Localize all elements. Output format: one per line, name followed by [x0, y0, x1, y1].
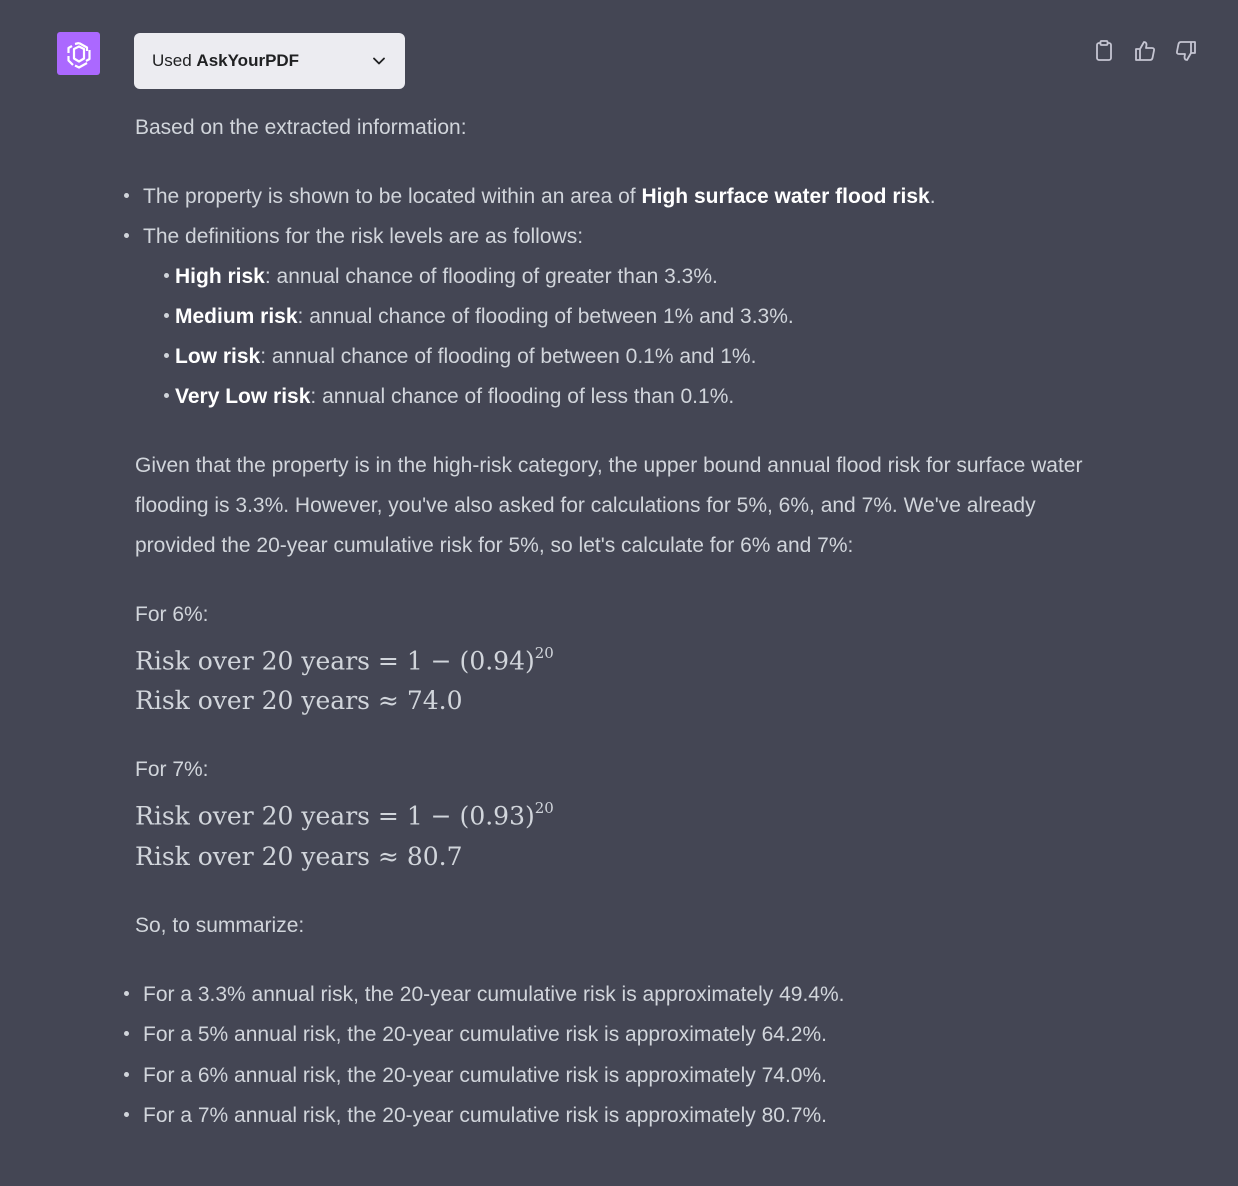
assistant-avatar [57, 32, 100, 75]
calc-6-heading: For 6%: [135, 603, 209, 626]
calc-7-formula: Risk over 20 years = $1 - (0.93)^{20}$ [135, 799, 554, 831]
list-item: The definitions for the risk levels are as follows: High risk: annual chance of flooding of greater than 3.3%. Medium risk: annual chance of flooding of between 1% and 3.3%. Low risk: annual chance of flooding of between 0.1% and 1%. Very Low risk: annual chance of flooding of less than 0.1%. [135, 217, 1085, 417]
summary-list [135, 975, 1085, 1137]
summary-item: For a 6% annual risk, the 20-year cumulative risk is approximately 74.0%. [135, 1056, 1085, 1097]
risk-level-item: Medium risk: annual chance of flooding of between 1% and 3.3%. [175, 297, 1085, 337]
calc-7-result: Risk over 20 years ≈ 80.7 [135, 841, 463, 871]
assistant-message [135, 108, 1085, 1137]
like-button[interactable] [1131, 38, 1158, 64]
intro-text: Based on the extracted information: [135, 116, 467, 139]
copy-button[interactable] [1090, 38, 1117, 64]
thumbs-down-icon [1174, 39, 1198, 63]
list-item: The property is shown to be located within an area of High surface water flood risk. [135, 177, 1085, 217]
findings-list [135, 177, 1085, 417]
summary-item: For a 5% annual risk, the 20-year cumulative risk is approximately 64.2%. [135, 1015, 1085, 1056]
flood-risk-highlight: High surface water flood risk [641, 185, 930, 208]
dislike-button[interactable] [1172, 38, 1199, 64]
risk-level-item: High risk: annual chance of flooding of greater than 3.3%. [175, 257, 1085, 297]
calc-6-formula: Risk over 20 years = $1 - (0.94)^{20}$ [135, 644, 554, 676]
plugin-label: Used AskYourPDF [152, 51, 300, 70]
summary-item: For a 3.3% annual risk, the 20-year cumulative risk is approximately 49.4%. [135, 975, 1085, 1016]
summary-heading: So, to summarize: [135, 913, 305, 937]
risk-levels-list [143, 257, 1085, 417]
calc-6-result: Risk over 20 years ≈ 74.0 [135, 686, 463, 716]
openai-logo-icon [64, 39, 94, 69]
message-actions [1090, 38, 1199, 64]
plugin-used-dropdown[interactable] [134, 33, 405, 89]
calc-7-heading: For 7%: [135, 758, 209, 782]
chevron-down-icon [371, 53, 387, 69]
thumbs-up-icon [1133, 39, 1157, 63]
risk-level-item: Very Low risk: annual chance of flooding of less than 0.1%. [175, 377, 1085, 417]
explanation-text: Given that the property is in the high-risk category, the upper bound annual flood risk for surface water flooding is 3.3%. However, you've also asked for calculations for 5%, 6%, and 7%. We've already provided the 20-year cumulative risk for 5%, so let's calculate for 6% and 7%: [135, 454, 1083, 557]
plugin-name: AskYourPDF [196, 51, 300, 70]
risk-level-item: Low risk: annual chance of flooding of between 0.1% and 1%. [175, 337, 1085, 377]
clipboard-icon [1093, 39, 1115, 63]
summary-item: For a 7% annual risk, the 20-year cumulative risk is approximately 80.7%. [135, 1096, 1085, 1137]
